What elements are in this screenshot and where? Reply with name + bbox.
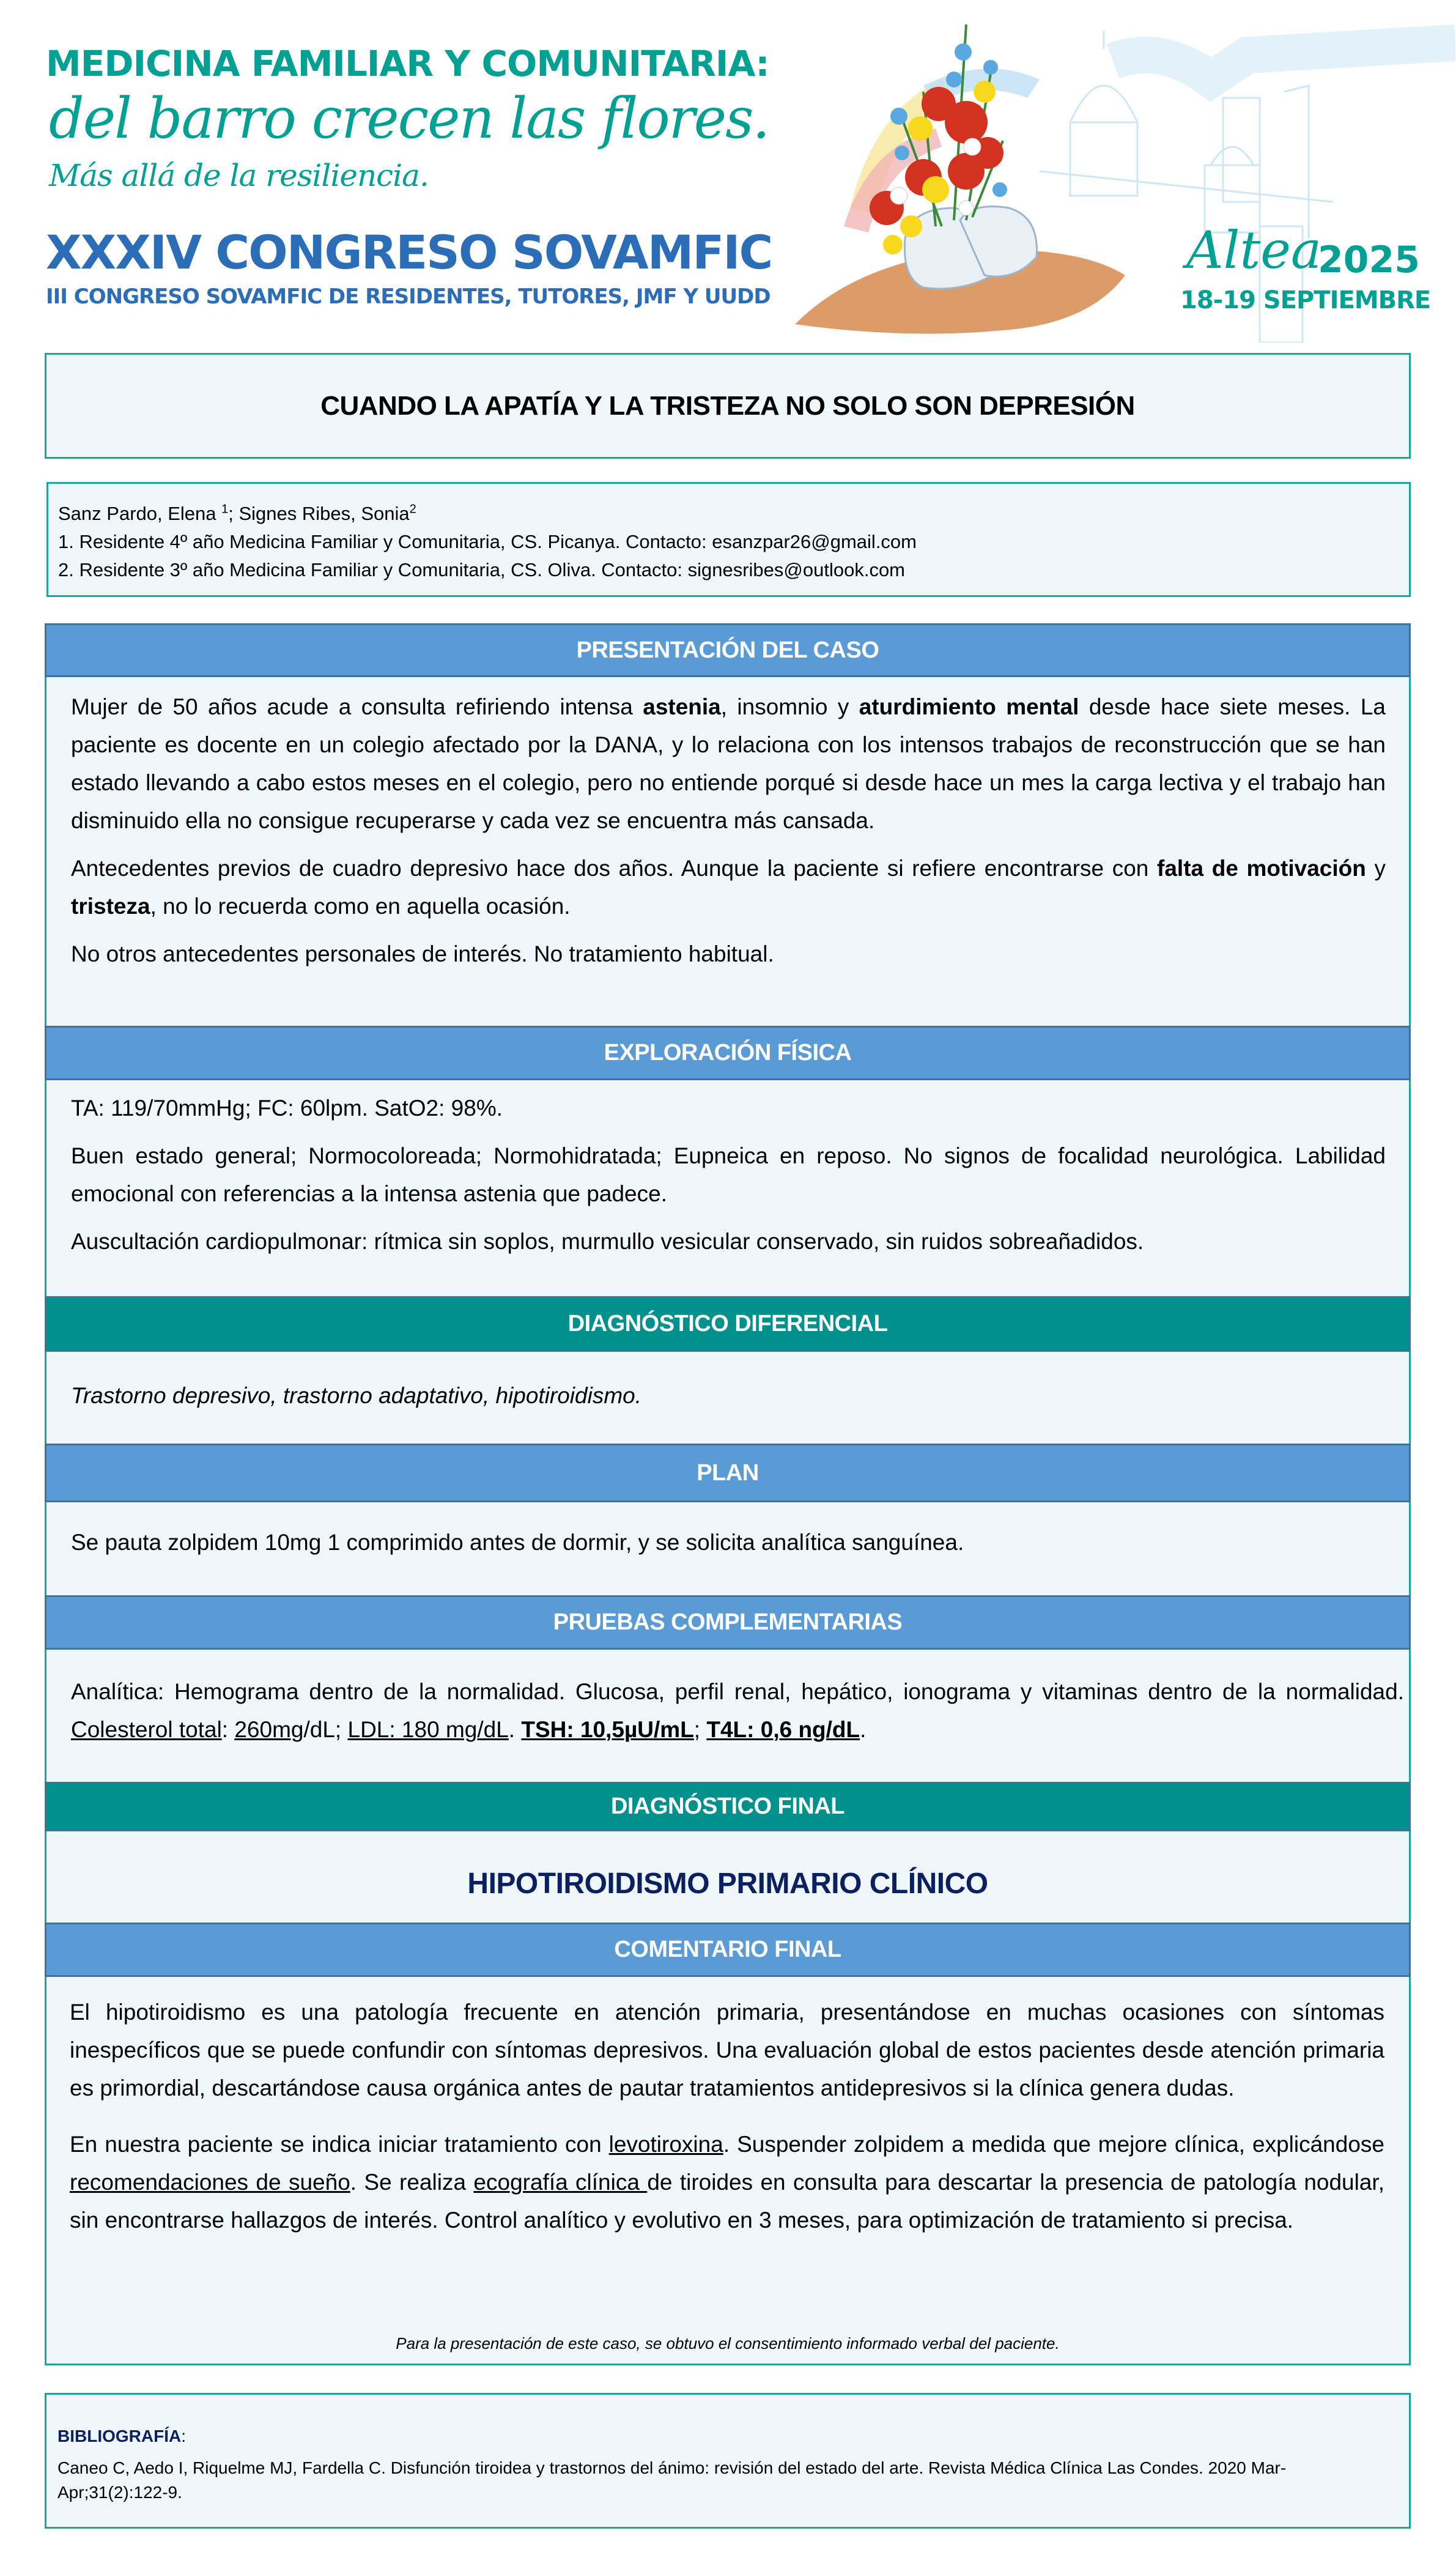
- bold-term: falta de motivación: [1157, 856, 1366, 881]
- poster-title: CUANDO LA APATÍA Y LA TRISTEZA NO SOLO SON DEPRESIÓN: [320, 390, 1135, 421]
- congress-dates: 18-19 SEPTIEMBRE: [1180, 286, 1431, 314]
- final-diagnosis: HIPOTIROIDISMO PRIMARIO CLÍNICO: [467, 1867, 988, 1900]
- author-2-affiliation-mark: 2: [409, 502, 416, 516]
- bold-term: astenia: [643, 694, 721, 719]
- paragraph: [71, 1673, 1404, 1749]
- banner-subslogan: Más allá de la resiliencia.: [49, 158, 429, 193]
- consent-note: Para la presentación de este caso, se obtuvo el consentimiento informado verbal del paciente.: [396, 2334, 1060, 2353]
- congress-year: 2025: [1318, 239, 1420, 281]
- cholesterol-value: 260mg: [234, 1717, 304, 1742]
- section-body-plan: [71, 1524, 1386, 1571]
- section-title: PRESENTACIÓN DEL CASO: [576, 637, 879, 663]
- affiliation-1: 1. Residente 4º año Medicina Familiar y Comunitaria, CS. Picanya. Contacto: esanzpar26@gmail.com: [58, 531, 917, 552]
- text-run: :: [221, 1717, 235, 1742]
- congress-subtitle: III CONGRESO SOVAMFIC DE RESIDENTES, TUTORES, JMF Y UUDD: [46, 284, 770, 309]
- section-header-exploracion: [45, 1026, 1411, 1080]
- section-title: PLAN: [697, 1459, 759, 1486]
- paragraph: Trastorno depresivo, trastorno adaptativo, hipotiroidismo.: [71, 1383, 642, 1408]
- paragraph: Buen estado general; Normocoloreada; Normohidratada; Eupneica en reposo. No signos de focalidad neurológica. Labilidad emocional con referencias a la intensa astenia que padece.: [71, 1143, 1386, 1206]
- paragraph: [71, 850, 1386, 925]
- text-run: y: [1365, 856, 1386, 881]
- text-run: , insomnio y: [720, 694, 859, 719]
- bold-term: tristeza: [71, 894, 150, 919]
- section-header-pruebas: [45, 1595, 1411, 1650]
- bibliography-colon: :: [181, 2427, 186, 2445]
- text-run: Mujer de 50 años acude a consulta refiriendo intensa: [71, 694, 643, 719]
- cholesterol-label: Colesterol total: [71, 1717, 222, 1742]
- section-title: COMENTARIO FINAL: [614, 1937, 841, 1962]
- reference-1: Caneo C, Aedo I, Riquelme MJ, Fardella C. Disfunción tiroidea y trastornos del ánimo: revisión del estado del arte. Revista Médica Clínica Las Condes. 2020 Mar-Apr;31(2):122-9.: [57, 2458, 1287, 2502]
- t4l-value: T4L: 0,6 ng/dL: [706, 1717, 860, 1742]
- section-body-diagnostico-diferencial: [71, 1377, 1386, 1425]
- section-body-presentacion: [71, 688, 1386, 983]
- author-1: Sanz Pardo, Elena: [58, 503, 222, 524]
- underlined-term: ecografía clínica: [473, 2170, 648, 2195]
- ldl-value: LDL: 180 mg/dL: [347, 1717, 509, 1742]
- text-run: desde hace siete meses. La paciente es docente en un colegio afectado por la DANA, y lo relaciona con los intensos trabajos de reconstrucción que se han estado llevando a cabo estos meses en el colegio, pero no entiende porqué si desde hace un mes la carga lectiva y el trabajo han disminuido ella no consigue recuperarse y cada vez se encuentra más cansada.: [71, 694, 1386, 833]
- text-run: , no lo recuerda como en aquella ocasión.: [150, 894, 571, 919]
- venue-city: Altea: [1186, 220, 1322, 280]
- title-box: [45, 353, 1411, 459]
- text-run: .: [508, 1717, 522, 1742]
- text-run: Antecedentes previos de cuadro depresivo hace dos años. Aunque la paciente si refiere encontrarse con: [71, 856, 1158, 881]
- paragraph: No otros antecedentes personales de interés. No tratamiento habitual.: [71, 941, 774, 966]
- text-run: En nuestra paciente se indica iniciar tratamiento con: [70, 2132, 609, 2157]
- section-title: DIAGNÓSTICO FINAL: [610, 1793, 845, 1819]
- section-title: DIAGNÓSTICO DIFERENCIAL: [567, 1311, 888, 1337]
- section-title: EXPLORACIÓN FÍSICA: [604, 1040, 852, 1066]
- section-title: PRUEBAS COMPLEMENTARIAS: [553, 1609, 903, 1635]
- author-2: ; Signes Ribes, Sonia: [228, 503, 410, 524]
- paragraph: [70, 2126, 1384, 2239]
- section-header-diagnostico-final: [45, 1782, 1411, 1831]
- bibliography-label: BIBLIOGRAFÍA: [57, 2427, 182, 2445]
- underlined-term: recomendaciones de sueño: [70, 2170, 350, 2195]
- bibliography-heading: [57, 2427, 186, 2446]
- paragraph: [71, 688, 1386, 840]
- text-run: /dL;: [303, 1717, 348, 1742]
- bibliography-box: [45, 2393, 1411, 2529]
- authors-box: [46, 482, 1411, 597]
- bold-term: aturdimiento mental: [859, 694, 1079, 719]
- section-header-comentario: [45, 1923, 1411, 1977]
- paragraph: TA: 119/70mmHg; FC: 60lpm. SatO2: 98%.: [71, 1096, 503, 1121]
- paragraph: El hipotiroidismo es una patología frecuente en atención primaria, presentándose en muchas ocasiones con síntomas inespecíficos que se puede confundir con síntomas depresivos. Una evaluación global de estos pacientes desde atención primaria es primordial, descartándose causa orgánica antes de pautar tratamientos antidepresivos si la clínica genera dudas.: [70, 2000, 1384, 2101]
- paragraph: Se pauta zolpidem 10mg 1 comprimido antes de dormir, y se solicita analítica sanguínea.: [71, 1530, 964, 1555]
- affiliation-2: 2. Residente 3º año Medicina Familiar y Comunitaria, CS. Oliva. Contacto: signesribes@outlook.com: [58, 559, 906, 580]
- case-body-box: [45, 623, 1411, 2365]
- author-1-affiliation-mark: 1: [221, 502, 229, 516]
- banner-headline: MEDICINA FAMILIAR Y COMUNITARIA:: [46, 43, 769, 84]
- text-run: Analítica: Hemograma dentro de la normalidad. Glucosa, perfil renal, hepático, ionograma y vitaminas dentro de la normalidad.: [71, 1679, 1404, 1704]
- section-header-plan: [45, 1444, 1411, 1502]
- section-header-diagnostico-diferencial: [45, 1296, 1411, 1352]
- text-run: de tiroides en consulta para descartar la presencia de patología nodular, sin encontrarse hallazgos de interés. Control analítico y evolutivo en 3 meses, para optimización de tratamiento si precisa.: [70, 2170, 1384, 2233]
- text-run: . Se realiza: [350, 2170, 474, 2195]
- text-run: .: [860, 1717, 867, 1742]
- text-run: . Suspender zolpidem a medida que mejore clínica, explicándose: [723, 2132, 1384, 2157]
- section-body-exploracion: [71, 1089, 1386, 1270]
- congress-title: XXXIV CONGRESO SOVAMFIC: [46, 225, 772, 280]
- author-names: [58, 500, 1409, 528]
- banner-slogan: del barro crecen las flores.: [49, 86, 769, 151]
- text-run: ;: [693, 1717, 707, 1742]
- section-body-pruebas: [71, 1673, 1404, 1759]
- section-body-comentario: [70, 1993, 1384, 2249]
- tsh-value: TSH: 10,5µU/mL: [521, 1717, 694, 1742]
- underlined-term: levotiroxina: [608, 2132, 723, 2157]
- paragraph: Auscultación cardiopulmonar: rítmica sin soplos, murmullo vesicular conservado, sin ruidos sobreañadidos.: [71, 1229, 1144, 1254]
- section-header-presentacion: [45, 623, 1411, 677]
